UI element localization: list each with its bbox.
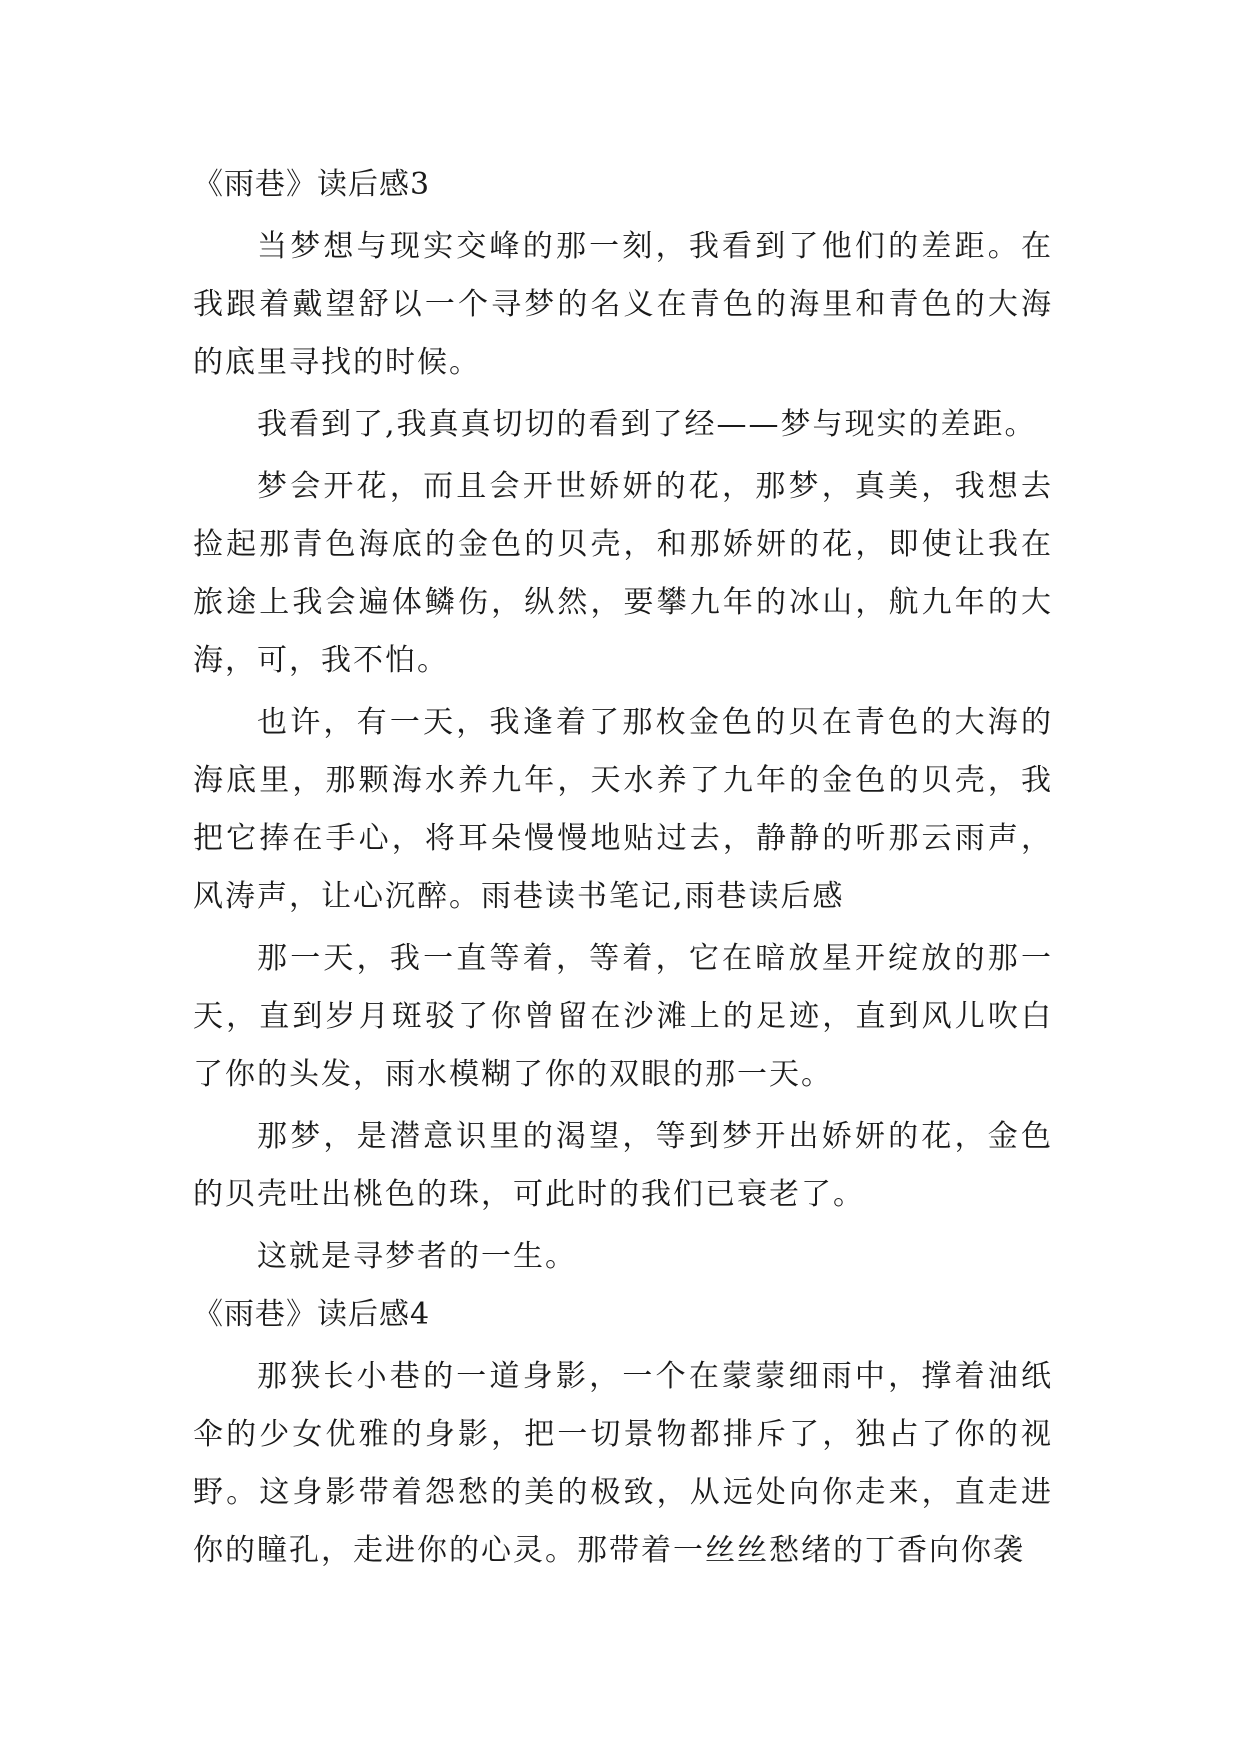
document-body <box>193 160 1053 1584</box>
paragraph: 那狭长小巷的一道身影，一个在蒙蒙细雨中，撑着油纸伞的少女优雅的身影，把一切景物都排斥了，独占了你的视野。这身影带着怨愁的美的极致，从远处向你走来，直走进你的瞳孔，走进你的心灵。那带着一丝丝愁绪的丁香向你袭 <box>193 1359 1053 1568</box>
paragraph: 梦会开花，而且会开世娇妍的花，那梦，真美，我想去捡起那青色海底的金色的贝壳，和那娇妍的花，即使让我在旅途上我会遍体鳞伤，纵然，要攀九年的冰山，航九年的大海，可，我不怕。 <box>193 469 1053 678</box>
section-heading: 《雨巷》读后感3 <box>193 167 431 202</box>
paragraph: 我看到了,我真真切切的看到了经——梦与现实的差距。 <box>257 407 1037 442</box>
paragraph: 这就是寻梦者的一生。 <box>257 1239 577 1274</box>
paragraph: 那一天，我一直等着，等着，它在暗放星开绽放的那一天，直到岁月斑驳了你曾留在沙滩上的足迹，直到风儿吹白了你的头发，雨水模糊了你的双眼的那一天。 <box>193 941 1053 1092</box>
paragraph: 那梦，是潜意识里的渴望，等到梦开出娇妍的花，金色的贝壳吐出桃色的珠，可此时的我们已衰老了。 <box>193 1119 1053 1212</box>
section-heading: 《雨巷》读后感4 <box>193 1297 431 1332</box>
paragraph: 也许，有一天，我逢着了那枚金色的贝在青色的大海的海底里，那颗海水养九年，天水养了九年的金色的贝壳，我把它捧在手心，将耳朵慢慢地贴过去，静静的听那云雨声，风涛声，让心沉醉。雨巷读书笔记,雨巷读后感 <box>193 705 1053 914</box>
paragraph: 当梦想与现实交峰的那一刻，我看到了他们的差距。在我跟着戴望舒以一个寻梦的名义在青色的海里和青色的大海的底里寻找的时候。 <box>193 229 1053 380</box>
